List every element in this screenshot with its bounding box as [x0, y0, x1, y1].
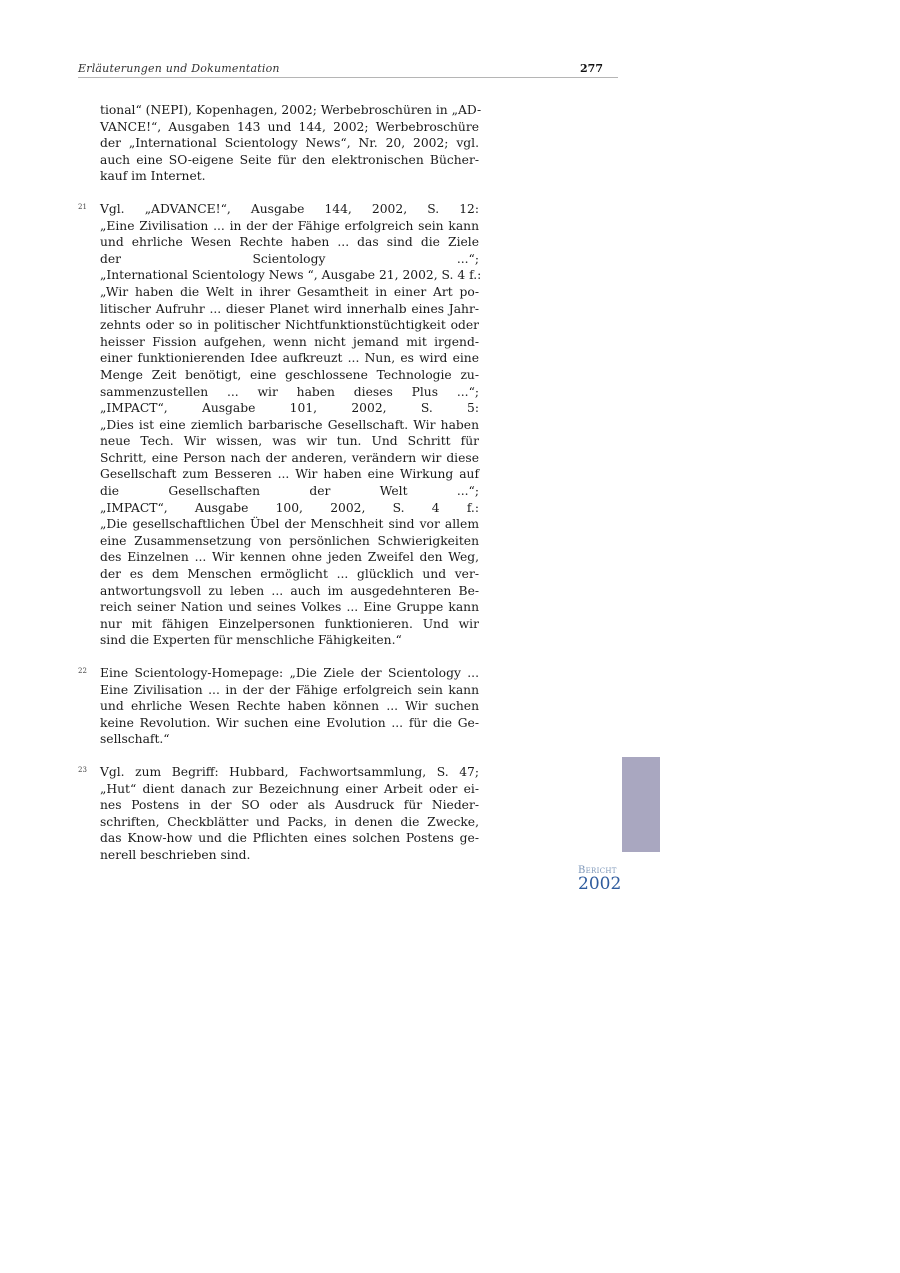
- footnote-21: [78, 201, 482, 649]
- text-line: Menge Zeit benötigt, eine geschlossene Technologie zu-: [100, 367, 479, 382]
- text-line: nur mit fähigen Einzelpersonen funktionieren. Und wir: [100, 616, 479, 631]
- text-line: schriften, Checkblätter und Packs, in denen die Zwecke,: [100, 814, 479, 829]
- running-header: [78, 62, 618, 78]
- text-line: „IMPACT“, Ausgabe 100, 2002, S. 4 f.:: [100, 500, 479, 515]
- footnotes-column: [78, 102, 482, 864]
- text-line: neue Tech. Wir wissen, was wir tun. Und Schritt für: [100, 434, 479, 449]
- text-line: Vgl. „ADVANCE!“, Ausgabe 144, 2002, S. 12:: [100, 201, 479, 216]
- footnote-22: [78, 665, 479, 748]
- text-line: litischer Aufruhr ... dieser Planet wird innerhalb eines Jahr-: [100, 301, 479, 316]
- bericht-2002-logo: [578, 866, 630, 892]
- text-line: Eine Zivilisation ... in der der Fähige erfolgreich sein kann: [100, 682, 479, 697]
- text-line: des Einzelnen ... Wir kennen ohne jeden Zweifel den Weg,: [100, 550, 479, 565]
- text-line: VANCE!“, Ausgaben 143 und 144, 2002; Werbebroschüre: [100, 119, 479, 134]
- text-line: „Dies ist eine ziemlich barbarische Gesellschaft. Wir haben: [100, 417, 479, 432]
- text-line: „Wir haben die Welt in ihrer Gesamtheit in einer Art po-: [100, 284, 479, 299]
- text-line: antwortungsvoll zu leben ... auch im ausgedehnteren Be-: [100, 583, 479, 598]
- text-line: zehnts oder so in politischer Nichtfunktionstüchtigkeit oder: [100, 318, 479, 333]
- text-line: „Eine Zivilisation ... in der der Fähige erfolgreich sein kann: [100, 218, 479, 233]
- chapter-tab-marker: [622, 757, 660, 852]
- text-line: „IMPACT“, Ausgabe 101, 2002, S. 5:: [100, 401, 479, 416]
- text-line: der „International Scientology News“, Nr. 20, 2002; vgl.: [100, 136, 479, 151]
- text-line: Schritt, eine Person nach der anderen, verändern wir diese: [100, 450, 479, 465]
- text-line: nerell beschrieben sind.: [100, 847, 251, 862]
- text-line: „International Scientology News “, Ausgabe 21, 2002, S. 4 f.:: [100, 268, 482, 283]
- text-line: und ehrliche Wesen Rechte haben ... das sind die Ziele: [100, 235, 479, 250]
- text-line: Gesellschaft zum Besseren ... Wir haben eine Wirkung auf: [100, 467, 479, 482]
- logo-word: Bericht: [578, 865, 617, 876]
- text-line: heisser Fission aufgehen, wenn nicht jemand mit irgend-: [100, 334, 479, 349]
- text-line: kauf im Internet.: [100, 169, 206, 184]
- text-line: und ehrliche Wesen Rechte haben können ... Wir suchen: [100, 699, 479, 714]
- text-line: „Hut“ dient danach zur Bezeichnung einer Arbeit oder ei-: [100, 781, 479, 796]
- text-line: tional“ (NEPI), Kopenhagen, 2002; Werbebroschüren in „AD-: [100, 103, 482, 117]
- text-line: nes Postens in der SO oder als Ausdruck für Nieder-: [100, 798, 479, 813]
- text-line: der es dem Menschen ermöglicht ... glücklich und ver-: [100, 567, 479, 582]
- text-line: sellschaft.“: [100, 732, 170, 747]
- text-line: Eine Scientology-Homepage: „Die Ziele der Scientology ...: [100, 666, 479, 680]
- logo-year: 2002: [578, 874, 622, 894]
- text-line: sammenzustellen ... wir haben dieses Plus ...“;: [100, 384, 479, 399]
- text-line: auch eine SO-eigene Seite für den elektronischen Bücher-: [100, 152, 479, 167]
- text-line: „Die gesellschaftlichen Übel der Menschheit sind vor allem: [100, 517, 479, 532]
- header-title: Erläuterungen und Dokumentation: [78, 62, 280, 75]
- footnote-number: 22: [78, 667, 87, 675]
- footnote-23: [78, 764, 479, 864]
- footnote-number: 23: [78, 765, 87, 774]
- footnote-number: 21: [78, 202, 87, 211]
- text-line: die Gesellschaften der Welt ...“;: [100, 484, 479, 499]
- text-line: sind die Experten für menschliche Fähigkeiten.“: [100, 633, 402, 648]
- text-line: einer funktionierenden Idee aufkreuzt ... Nun, es wird eine: [100, 351, 479, 366]
- page-number: 277: [580, 62, 603, 75]
- text-line: eine Zusammensetzung von persönlichen Schwierigkeiten: [100, 533, 479, 548]
- text-line: keine Revolution. Wir suchen eine Evolution ... für die Ge-: [100, 715, 479, 730]
- text-line: der Scientology ...“;: [100, 251, 479, 266]
- text-line: Vgl. zum Begriff: Hubbard, Fachwortsammlung, S. 47;: [100, 764, 479, 779]
- text-line: reich seiner Nation und seines Volkes ... Eine Gruppe kann: [100, 600, 479, 615]
- continued-footnote: [78, 102, 482, 185]
- text-line: das Know-how und die Pflichten eines solchen Postens ge-: [100, 831, 479, 846]
